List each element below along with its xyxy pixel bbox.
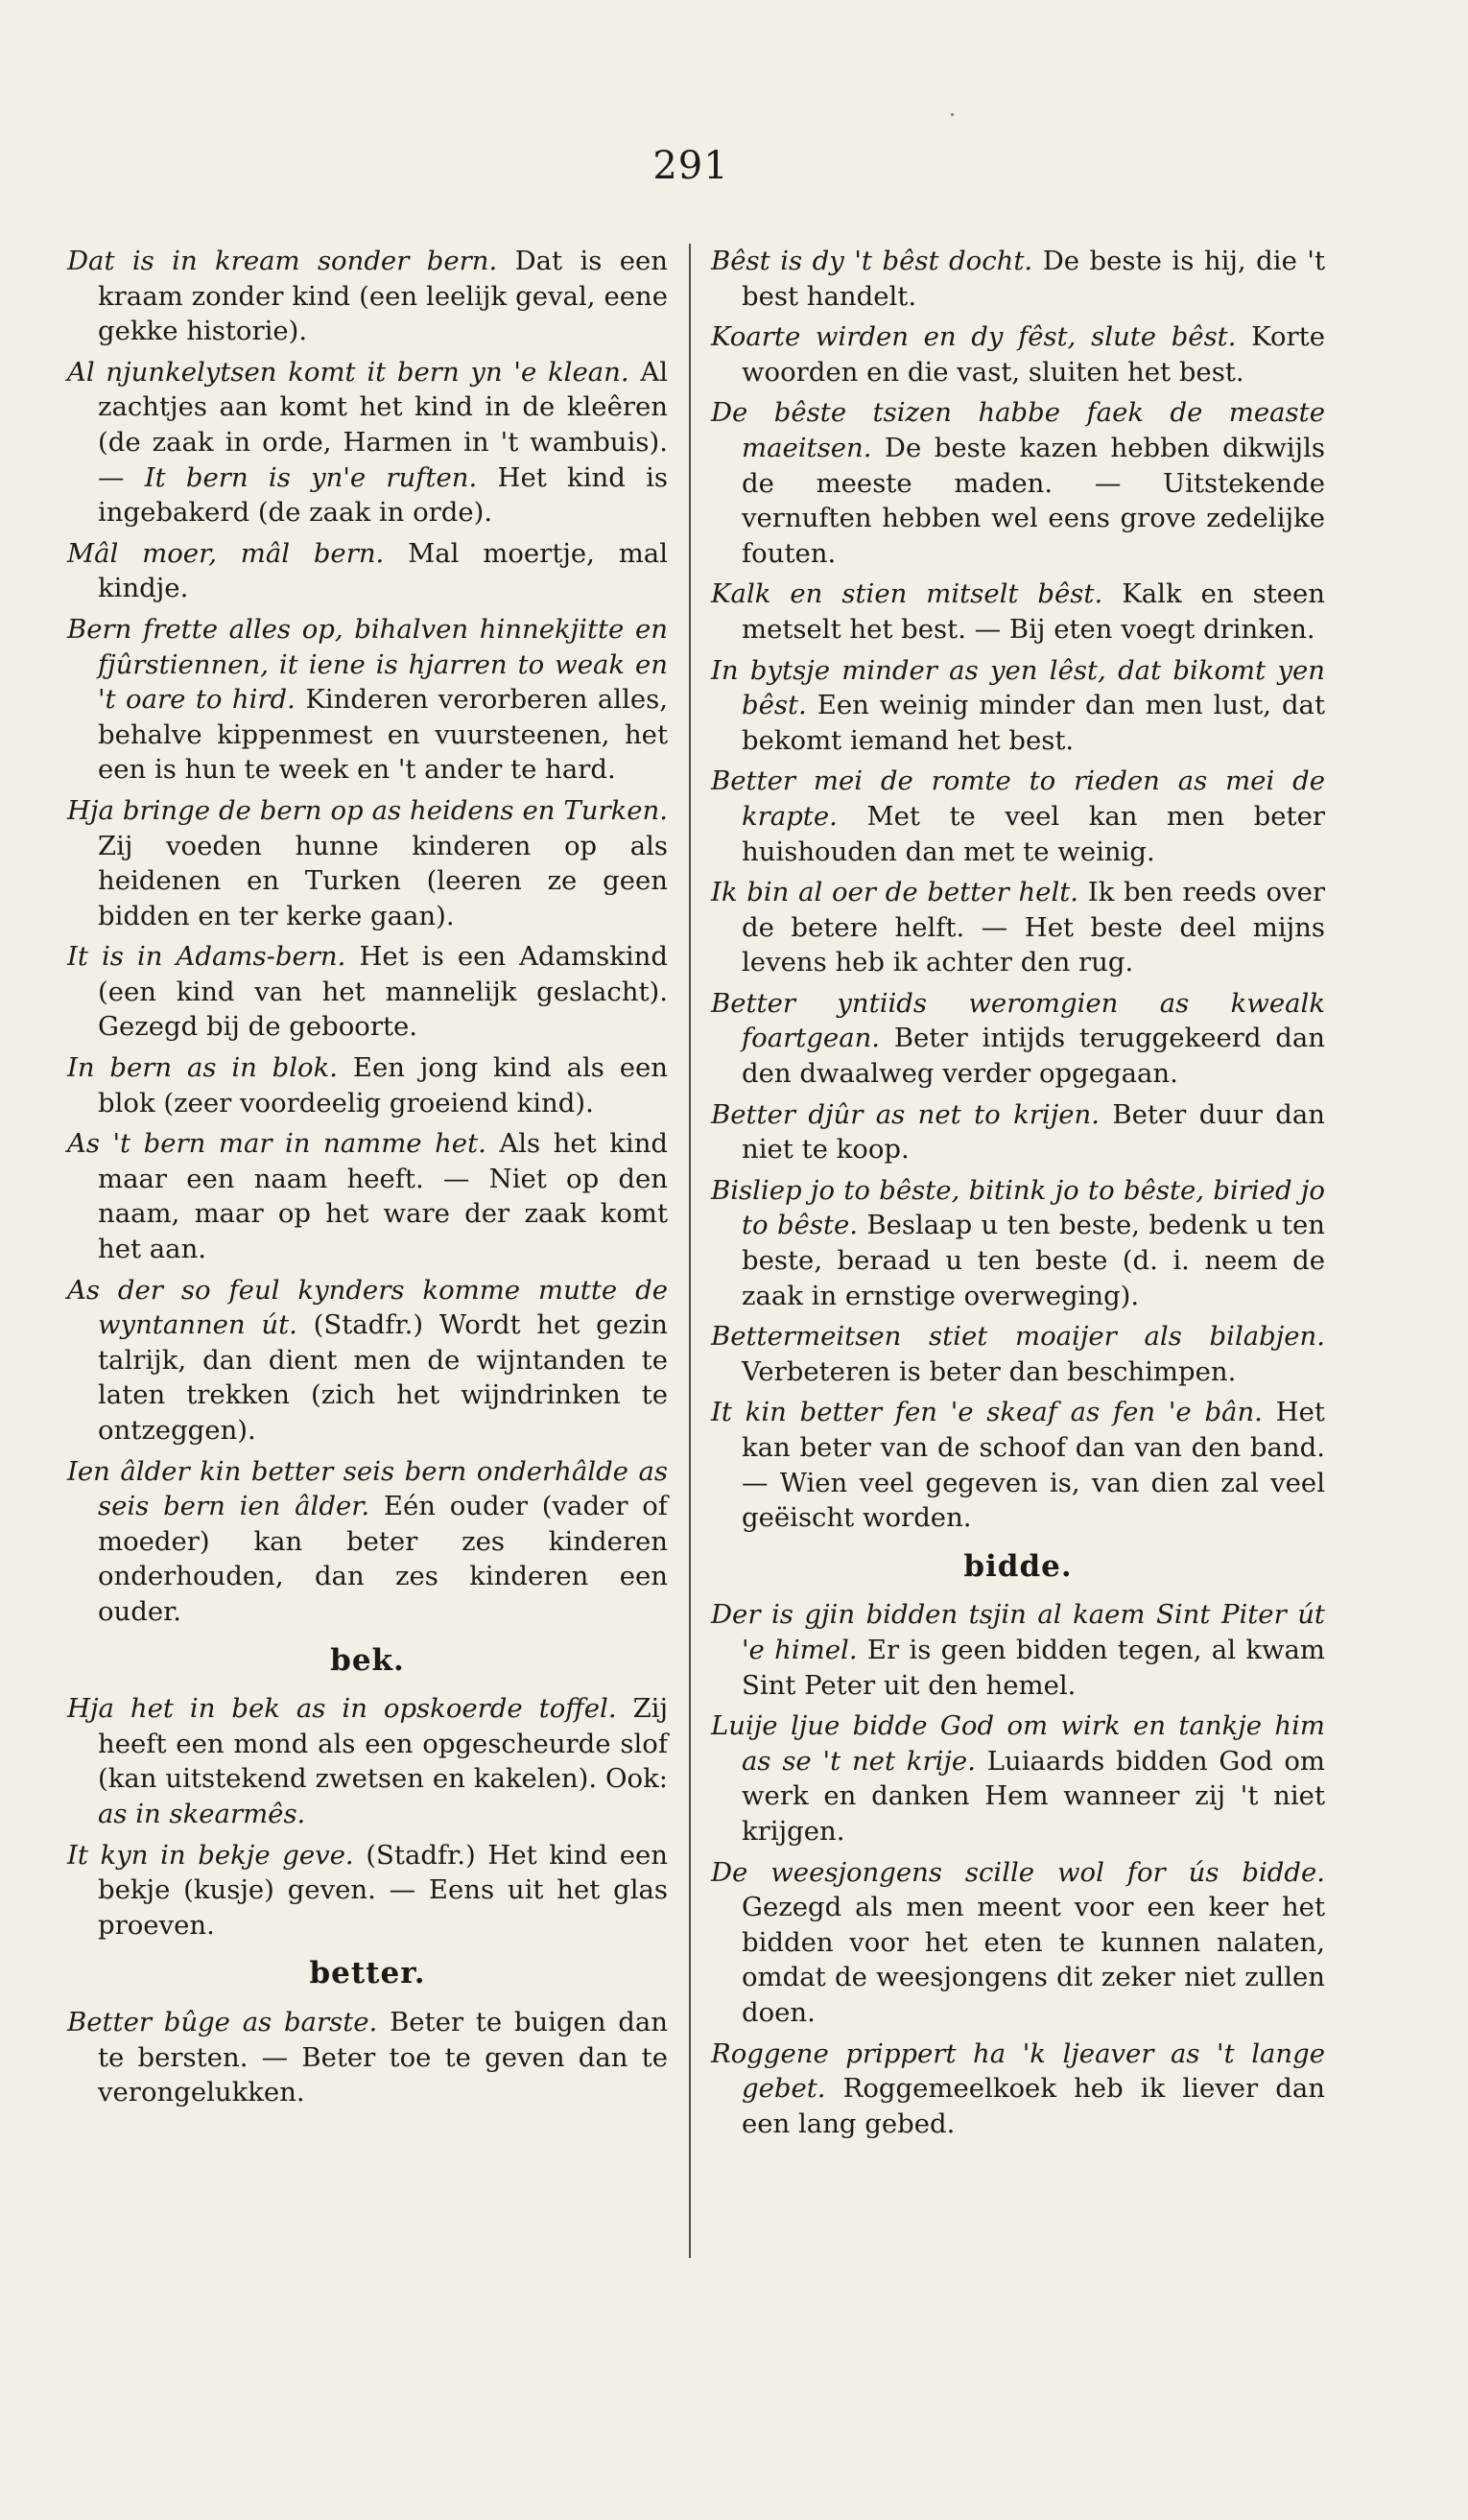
frisian-phrase: Dat is in kream sonder bern. [67,246,498,276]
dutch-translation: Beter intijds teruggekeerd dan den dwaalweg verder opgegaan. [742,1023,1325,1090]
frisian-phrase: Better yntiids weromgien as kwealk foartgean. [711,987,1325,1054]
dutch-translation: Ik ben reeds over de betere helft. — Het beste deel mijns levens heb ik achter den rug. [742,877,1325,978]
dutch-translation: Een jong kind als een blok (zeer voordeelig groeiend kind). [98,1052,669,1119]
dutch-translation: Het is een Adamskind (een kind van het mannelijk geslacht). Gezegd bij de geboorte. [98,941,668,1043]
proverb-entry [711,986,1325,1092]
frisian-phrase: In bytsje minder as yen lêst, dat bikomt yen bêst. [711,654,1325,721]
dutch-translation: (Stadfr.) Wordt het gezin talrijk, dan dient men de wijntanden te laten trekken (zich het wijndrinken te ontzeggen). [98,1309,668,1446]
frisian-phrase: De bêste tsizen habbe faek de measte maeitsen. [711,397,1325,463]
frisian-phrase: Hja bringe de bern op as heidens en Turken. [67,794,668,826]
dutch-translation: Kalk en steen metselt het best. — Bij eten voegt drinken. [742,578,1326,645]
proverb-entry [67,939,668,1045]
frisian-phrase: Better mei de romte to rieden as mei de krapte. [711,765,1325,832]
dutch-translation: Gezegd als men meent voor een keer het bidden voor het eten te kunnen nalaten, omdat de weesjongens dit zeker niet zullen doen. [742,1892,1325,2028]
proverb-entry [67,1691,668,1831]
section-heading-text: better. [309,1956,426,1991]
proverb-entry [711,2037,1325,2142]
dutch-translation: Al zachtjes aan komt het kind in de kleêren (de zaak in orde, Harmen in 't wambuis). — [98,356,669,493]
frisian-phrase: As der so feul kynders komme mutte de wyntannen út. [67,1274,668,1341]
proverb-entry [67,244,668,349]
proverb-entry [67,1273,668,1448]
proverb-entry [711,319,1325,389]
frisian-phrase: Al njunkelytsen komt it bern yn 'e klean. [67,356,629,388]
proverb-entry [67,536,668,606]
proverb-entry [711,1855,1325,2031]
section-heading-text: bek. [330,1642,405,1678]
frisian-phrase: Hja het in bek as in opskoerde toffel. [67,1693,617,1725]
dutch-translation: Het kan beter van de schoof dan van den band. — Wien veel gegeven is, van dien zal veel geëischt worden. [742,1397,1325,1534]
frisian-phrase: It bern is yn'e ruften. [144,461,478,493]
proverb-entry [67,1126,668,1266]
frisian-phrase: Luije ljue bidde God om wirk en tankje him as se 't net krije. [711,1710,1325,1777]
proverb-entry [711,1708,1325,1849]
dutch-translation: Roggemeelkoek heb ik liever dan een lang gebed. [742,2073,1325,2139]
frisian-phrase: Better djûr as net to krijen. [711,1098,1100,1130]
dutch-translation: Kinderen verorberen alles, behalve kippenmest en vuursteenen, het een is hun te week en 't ander te hard. [98,684,669,786]
frisian-phrase: Koarte wirden en dy fêst, slute bêst. [711,321,1237,353]
left-column [67,244,668,2116]
dutch-translation: Mal moertje, mal kindje. [98,537,668,604]
frisian-phrase: Bêst is dy 't bêst docht. [711,246,1033,276]
frisian-phrase: Kalk en stien mitselt bêst. [711,578,1103,610]
dutch-translation: Beter te buigen dan te bersten. — Beter toe te geven dan te verongelukken. [98,2006,669,2108]
right-column [711,244,1325,2147]
dutch-translation: Eén ouder (vader of moeder) kan beter zes kinderen onderhouden, dan zes kinderen een ouder. [98,1491,668,1627]
proverb-entry [67,355,668,530]
print-speck [951,113,954,116]
dutch-translation: Dat is een kraam zonder kind (een leelijk geval, eene gekke historie). [98,246,668,347]
section-heading [67,1643,668,1679]
proverb-entry [711,1395,1325,1535]
dutch-translation: Luiaards bidden God om werk en danken Hem wanneer zij 't niet krijgen. [742,1745,1326,1847]
section-heading [67,1956,668,1991]
section-heading [711,1549,1325,1585]
proverb-entry [711,764,1325,869]
proverb-entry [67,1454,668,1630]
proverb-entry [711,1319,1325,1389]
frisian-phrase: Ien âlder kin better seis bern onderhâlde as seis bern ien âlder. [67,1455,668,1522]
frisian-phrase: In bern as in blok. [67,1052,339,1084]
proverb-entry [67,2005,668,2110]
frisian-phrase: It kin better fen 'e skeaf as fen 'e bân. [711,1397,1263,1428]
proverb-entry [711,577,1325,647]
dutch-translation: Met te veel kan men beter huishouden dan met te weinig. [742,800,1325,867]
frisian-phrase: Mâl moer, mâl bern. [67,537,385,569]
frisian-phrase: as in skearmês. [98,1798,306,1829]
frisian-phrase: De weesjongens scille wol for ús bidde. [711,1856,1325,1888]
dutch-translation: Het kind is ingebakerd (de zaak in orde). [98,461,668,529]
proverb-entry [711,1097,1325,1167]
section-heading-text: bidde. [963,1548,1073,1584]
frisian-phrase: Der is gjin bidden tsjin al kaem Sint Piter út 'e himel. [711,1599,1325,1665]
proverb-entry [711,653,1325,759]
proverb-entry [711,244,1325,314]
frisian-phrase: Better bûge as barste. [67,2006,378,2037]
frisian-phrase: As 't bern mar in namme het. [67,1128,486,1160]
dutch-translation: Een weinig minder dan men lust, dat bekomt iemand het best. [742,690,1325,756]
page-number: 291 [652,144,729,188]
proverb-entry [67,612,668,788]
dutch-translation: Beter duur dan niet te koop. [742,1098,1325,1166]
frisian-phrase: Ik bin al oer de better helt. [711,877,1079,908]
frisian-phrase: Bern frette alles op, bihalven hinnekjitte en fjûrstiennen, it iene is hjarren to weak en 't oare to hird. [67,613,668,716]
proverb-entry [711,395,1325,571]
dutch-translation: De beste kazen hebben dikwijls de meeste maden. — Uitstekende vernuften hebben wel eens grove zedelijke fouten. [742,432,1325,569]
frisian-phrase: It kyn in bekje geve. [67,1839,354,1871]
proverb-entry [67,793,668,933]
dutch-translation: Verbeteren is beter dan beschimpen. [742,1355,1237,1387]
proverb-entry [711,875,1325,980]
proverb-entry [711,1173,1325,1313]
proverb-entry [67,1838,668,1943]
frisian-phrase: It is in Adams-bern. [67,941,346,973]
proverb-entry [67,1050,668,1120]
dutch-translation: (Stadfr.) Het kind een bekje (kusje) geven. — Eens uit het glas proeven. [98,1839,668,1941]
dutch-translation: De beste is hij, die 't best handelt. [742,246,1326,312]
proverb-entry [711,1597,1325,1703]
frisian-phrase: Roggene prippert ha 'k ljeaver as 't lange gebet. [711,2037,1325,2105]
frisian-phrase: Bettermeitsen stiet moaijer als bilabjen. [711,1321,1325,1353]
frisian-phrase: Bisliep jo to bêste, bitink jo to bêste, biried jo to bêste. [711,1174,1325,1241]
dutch-translation: Zij heeft een mond als een opgescheurde slof (kan uitstekend zwetsen en kakelen). Ook: [98,1693,668,1795]
dutch-translation: Zij voeden hunne kinderen op als heidenen en Turken (leeren ze geen bidden en ter kerke gaan). [98,830,668,931]
column-divider [689,244,691,2258]
dutch-translation: Beslaap u ten beste, bedenk u ten beste, beraad u ten beste (d. i. neem de zaak in ernstige overweging). [742,1210,1325,1311]
dutch-translation: Korte woorden en die vast, sluiten het best. [742,321,1325,388]
dutch-translation: Als het kind maar een naam heeft. — Niet op den naam, maar op het ware der zaak komt het aan. [98,1128,669,1265]
dutch-translation: Er is geen bidden tegen, al kwam Sint Peter uit den hemel. [742,1634,1325,1701]
